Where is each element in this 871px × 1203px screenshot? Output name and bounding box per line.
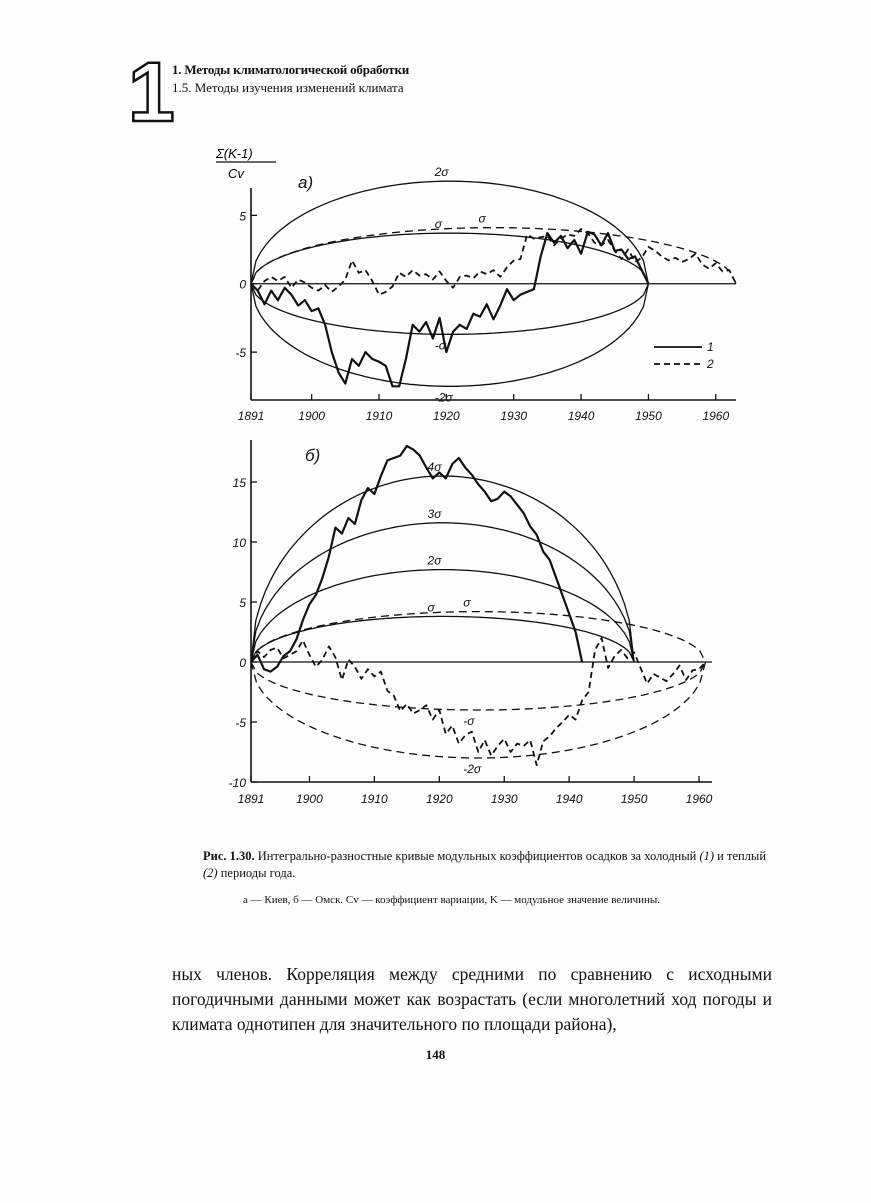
x-tick-label-a-1900: 1900 <box>298 409 325 423</box>
running-head-subtitle: 1.5. Методы изучения изменений климата <box>172 80 404 95</box>
caption-note: а — Киев, б — Омск. Cv — коэффициент вариации, K — модульное значение величины. <box>243 894 661 906</box>
x-tick-label-a-1940: 1940 <box>567 409 595 423</box>
legend-label-1: 1 <box>707 340 714 354</box>
y-tick-label-b-5: 5 <box>239 596 246 610</box>
envelope-label-a-2: σ <box>434 217 442 232</box>
x-tick-label-a-1930: 1930 <box>500 409 528 423</box>
chart-panel-a <box>235 165 736 423</box>
envelope-label-a-0: 2σ <box>434 165 449 180</box>
chart-panel-b <box>229 440 713 806</box>
envelope-label-b-5: -σ <box>463 714 475 728</box>
x-tick-label-b-1940: 1940 <box>555 792 583 806</box>
envelope-label-a-1: -2σ <box>434 390 453 405</box>
figure-caption <box>203 848 773 882</box>
x-tick-label-b-1920: 1920 <box>425 792 453 806</box>
x-tick-label-b-1910: 1910 <box>361 792 388 806</box>
series-a-1 <box>251 232 648 386</box>
envelope-a-2 <box>251 233 648 284</box>
legend-label-2: 2 <box>707 357 714 371</box>
envelope-a-4 <box>251 228 736 284</box>
envelope-b-5 <box>251 662 706 710</box>
caption-text-2: и теплый <box>714 849 767 863</box>
y-axis-label-numerator: Σ(K-1) <box>216 146 253 161</box>
y-axis-label-denominator: Cv <box>228 166 244 181</box>
y-tick-label-a-5: 5 <box>239 209 246 224</box>
panel-label-b: б) <box>305 446 321 465</box>
envelope-label-a-3: -σ <box>434 338 446 353</box>
series-a-2 <box>251 229 736 295</box>
x-tick-label-b-1960: 1960 <box>685 792 713 806</box>
x-tick-label-b-1891: 1891 <box>237 792 265 806</box>
envelope-label-b-2: 2σ <box>427 553 442 568</box>
x-tick-label-a-1950: 1950 <box>635 409 662 423</box>
chapter-number: 1 <box>128 45 175 139</box>
x-tick-label-b-1930: 1930 <box>490 792 518 806</box>
envelope-label-b-6: -2σ <box>463 762 482 776</box>
x-tick-label-b-1950: 1950 <box>620 792 648 806</box>
x-tick-label-a-1920: 1920 <box>432 409 460 423</box>
series-b-2 <box>251 638 706 765</box>
x-tick-label-b-1900: 1900 <box>296 792 323 806</box>
envelope-label-b-4: σ <box>463 595 471 610</box>
panel-label-a: а) <box>298 173 314 192</box>
caption-text-3: периоды года. <box>217 866 296 880</box>
envelope-a-1 <box>251 284 648 387</box>
caption-period-2: (2) <box>203 866 218 880</box>
y-tick-label-b--10: -10 <box>228 776 246 790</box>
series-b-1 <box>251 446 582 672</box>
y-tick-label-b-10: 10 <box>232 536 246 550</box>
running-head-title: 1. Методы климатологической обработки <box>172 62 410 77</box>
y-tick-label-b--5: -5 <box>235 716 246 730</box>
body-paragraph: ных членов. Корреляция между средними по сравнению с исходными погодичными данными может как возрастать (если многолетний ход погоды и климата однотипен для значительного по площади района), <box>172 964 772 1034</box>
figure-label: Рис. 1.30. <box>203 849 255 863</box>
x-tick-label-a-1960: 1960 <box>702 409 730 423</box>
x-tick-label-a-1891: 1891 <box>237 409 265 423</box>
envelope-label-b-1: 3σ <box>427 506 442 521</box>
y-tick-label-a--5: -5 <box>235 346 246 361</box>
caption-period-1: (1) <box>699 849 715 863</box>
caption-text-1: Интегрально-разностные кривые модульных коэффициентов осадков за холодный <box>254 849 700 863</box>
envelope-b-4 <box>251 612 706 662</box>
page-number: 148 <box>425 1047 446 1062</box>
envelope-label-a-4: σ <box>478 211 486 226</box>
y-tick-label-a-0: 0 <box>239 277 246 292</box>
envelope-label-b-3: σ <box>427 600 435 615</box>
y-tick-label-b-0: 0 <box>239 656 246 670</box>
y-tick-label-b-15: 15 <box>232 476 246 490</box>
x-tick-label-a-1910: 1910 <box>365 409 393 423</box>
envelope-label-b-0: 4σ <box>427 460 442 474</box>
